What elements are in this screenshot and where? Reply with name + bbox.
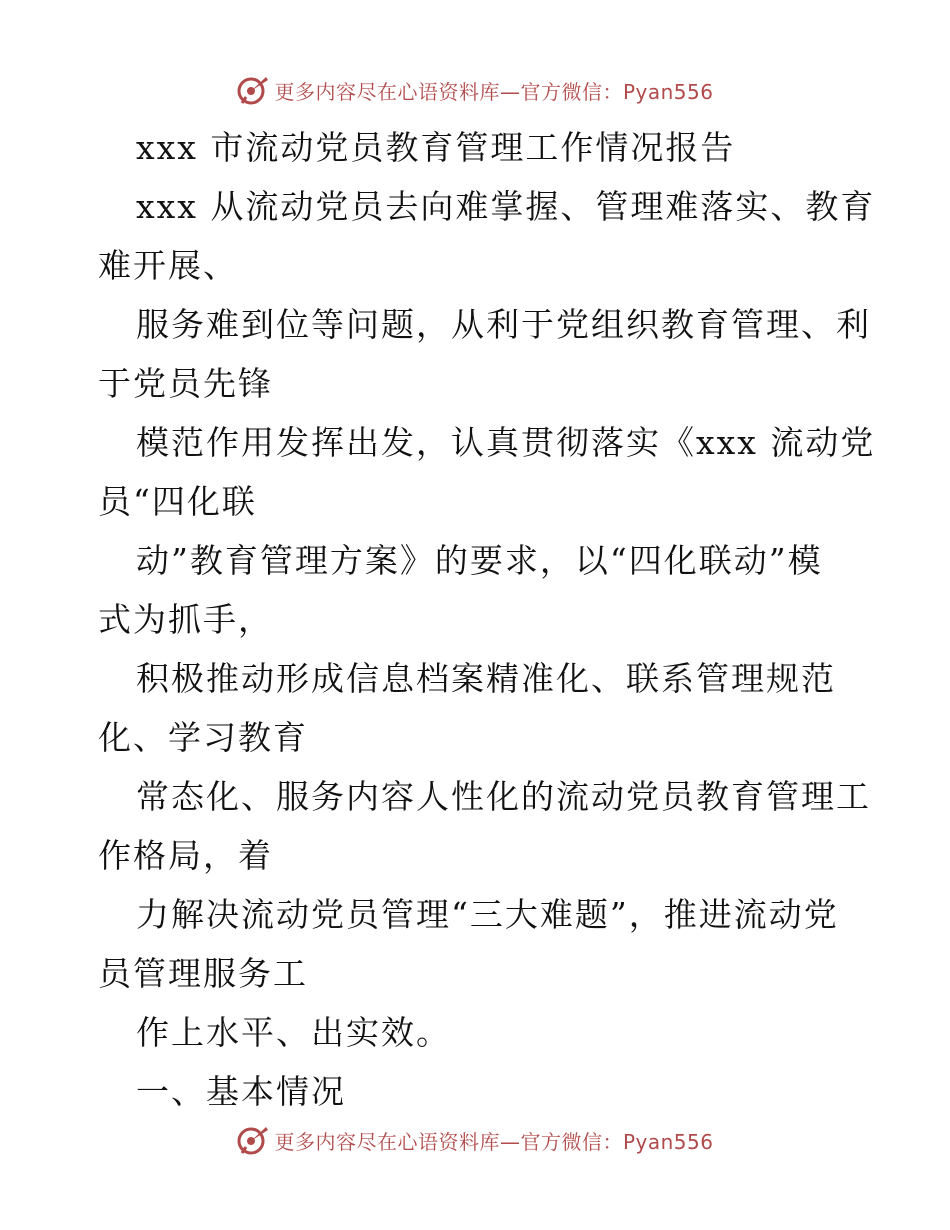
paragraph-line: 作上水平、出实效。 [136,1013,451,1052]
paragraph-line: 于党员先锋 [98,364,273,403]
watermark-text: 更多内容尽在心语资料库—官方微信：Pyan556 [274,1129,714,1154]
paragraph-line: 员管理服务工 [98,954,308,993]
watermark-header [0,70,950,110]
paragraph-line: 作格局，着 [98,836,273,875]
watermark-footer [0,1120,950,1160]
paragraph-line: 动”教育管理方案》的要求，以“四化联动”模 [136,541,823,580]
paragraph-line: 常态化、服务内容人性化的流动党员教育管理工 [136,777,871,816]
paragraph-line: 服务难到位等问题，从利于党组织教育管理、利 [136,305,871,344]
paragraph-line: 难开展、 [98,246,238,285]
pen-nib-circle-icon [236,1123,270,1157]
paragraph-line: 积极推动形成信息档案精准化、联系管理规范 [136,659,836,698]
section-heading: 一、基本情况 [136,1072,346,1111]
pen-nib-circle-icon [236,73,270,107]
watermark-text: 更多内容尽在心语资料库—官方微信：Pyan556 [274,79,714,104]
paragraph-line: 力解决流动党员管理“三大难题”，推进流动党 [136,895,839,934]
document-body [98,118,876,1121]
paragraph-line: xxx 从流动党员去向难掌握、管理难落实、教育 [136,187,876,226]
document-title: xxx 市流动党员教育管理工作情况报告 [136,128,736,167]
paragraph-line: 化、学习教育 [98,718,308,757]
paragraph-line: 式为抓手， [98,600,273,639]
paragraph-line: 员“四化联 [98,482,257,521]
paragraph-line: 模范作用发挥出发，认真贯彻落实《xxx 流动党 [136,423,876,462]
